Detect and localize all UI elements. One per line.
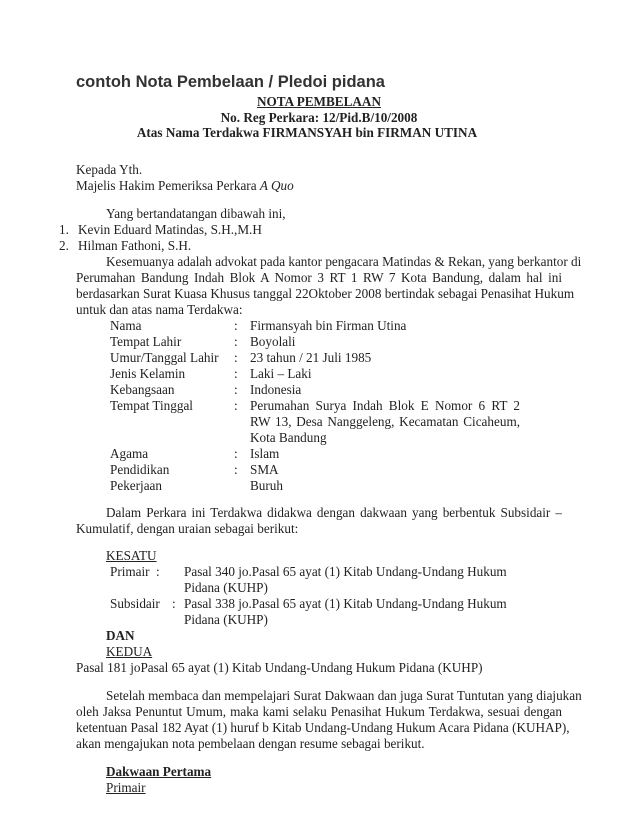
charge-label: Primair [110, 564, 150, 579]
defendant-colon: : [234, 334, 238, 349]
signatory-num-1: 1. [59, 222, 69, 237]
defendant-label: Jenis Kelamin [110, 366, 186, 381]
charge-colon: : [172, 596, 176, 611]
on-behalf-line: Atas Nama Terdakwa FIRMANSYAH bin FIRMAN UTINA [136, 125, 478, 140]
para3-line-2: oleh Jaksa Penuntut Umum, maka kami selaku Penasihat Hukum Terdakwa, sesuai dengan [76, 704, 562, 719]
defendant-label: Pekerjaan [110, 478, 162, 493]
signatory-name-2: Hilman Fathoni, S.H. [78, 238, 192, 253]
signatory-num-2: 2. [59, 238, 69, 253]
defendant-value: Islam [250, 446, 280, 461]
defendant-label: Tempat Lahir [110, 334, 182, 349]
defendant-colon: : [234, 462, 238, 477]
address-italic: A Quo [259, 178, 294, 193]
reg-number: No. Reg Perkara: 12/Pid.B/10/2008 [220, 110, 418, 125]
address-line-1: Kepada Yth. [76, 162, 143, 177]
charge-label: Subsidair [110, 596, 160, 611]
para1-line-4: untuk dan atas nama Terdakwa: [76, 302, 243, 317]
defendant-label: Agama [110, 446, 149, 461]
defendant-colon: : [234, 318, 238, 333]
defendant-value: Firmansyah bin Firman Utina [250, 318, 407, 333]
page-heading: contoh Nota Pembelaan / Pledoi pidana [76, 73, 385, 91]
defendant-colon: : [234, 350, 238, 365]
defendant-value: Boyolali [250, 334, 296, 349]
charge-kesatu: KESATU [106, 548, 157, 563]
para3-line-4: akan mengajukan nota pembelaan dengan resume sebagai berikut. [76, 736, 425, 751]
defendant-label: Tempat Tinggal [110, 398, 193, 413]
signatories-intro: Yang bertandatangan dibawah ini, [106, 206, 286, 221]
para3-line-1: Setelah membaca dan mempelajari Surat Dakwaan dan juga Surat Tuntutan yang diajukan [106, 688, 582, 703]
defendant-label: Kebangsaan [110, 382, 175, 397]
charge-subsidair-cont: Pidana (KUHP) [184, 612, 268, 627]
address-line-2 [76, 178, 294, 195]
doc-title: NOTA PEMBELAAN [257, 94, 381, 109]
charge-kedua-value: Pasal 181 joPasal 65 ayat (1) Kitab Undang-Undang Hukum Pidana (KUHP) [76, 660, 483, 675]
defendant-colon: : [234, 446, 238, 461]
charge-dan: DAN [106, 628, 135, 643]
section-dakwaan-pertama: Dakwaan Pertama [106, 764, 212, 779]
defendant-value: SMA [250, 462, 279, 477]
defendant-value: Perumahan Surya Indah Blok E Nomor 6 RT 2 [250, 398, 520, 413]
charge-primair-cont: Pidana (KUHP) [184, 580, 268, 595]
defendant-value: RW 13, Desa Nanggeleng, Kecamatan Cicaheum, [250, 414, 520, 429]
defendant-value: Kota Bandung [250, 430, 327, 445]
charge-value: Pasal 338 jo.Pasal 65 ayat (1) Kitab Undang-Undang Hukum [184, 596, 507, 611]
defendant-label: Nama [110, 318, 142, 333]
para1-line-3: berdasarkan Surat Kuasa Khusus tanggal 22Oktober 2008 bertindak sebagai Penasihat Hukum [76, 286, 575, 301]
defendant-colon: : [234, 366, 238, 381]
charge-kedua: KEDUA [106, 644, 153, 659]
signatory-name-1: Kevin Eduard Matindas, S.H.,M.H [78, 222, 262, 237]
para2-line-1: Dalam Perkara ini Terdakwa didakwa dengan dakwaan yang berbentuk Subsidair – [106, 505, 562, 520]
defendant-value: Laki – Laki [250, 366, 312, 381]
defendant-value: 23 tahun / 21 Juli 1985 [250, 350, 372, 365]
para1-line-1: Kesemuanya adalah advokat pada kantor pengacara Matindas & Rekan, yang berkantor di [106, 254, 582, 269]
defendant-label: Umur/Tanggal Lahir [110, 350, 219, 365]
defendant-value: Indonesia [250, 382, 302, 397]
section-primair: Primair [106, 780, 146, 795]
defendant-value: Buruh [250, 478, 283, 493]
charge-colon: : [156, 564, 160, 579]
address-text: Majelis Hakim Pemeriksa Perkara [76, 178, 260, 193]
defendant-colon: : [234, 382, 238, 397]
para2-line-2: Kumulatif, dengan uraian sebagai berikut: [76, 521, 299, 536]
para1-line-2: Perumahan Bandung Indah Blok A Nomor 3 RT 1 RW 7 Kota Bandung, dalam hal ini [76, 270, 562, 285]
defendant-label: Pendidikan [110, 462, 170, 477]
charge-value: Pasal 340 jo.Pasal 65 ayat (1) Kitab Undang-Undang Hukum [184, 564, 507, 579]
para3-line-3: ketentuan Pasal 182 Ayat (1) huruf b Kitab Undang-Undang Hukum Acara Pidana (KUHAP), [76, 720, 570, 735]
defendant-colon: : [234, 398, 238, 413]
